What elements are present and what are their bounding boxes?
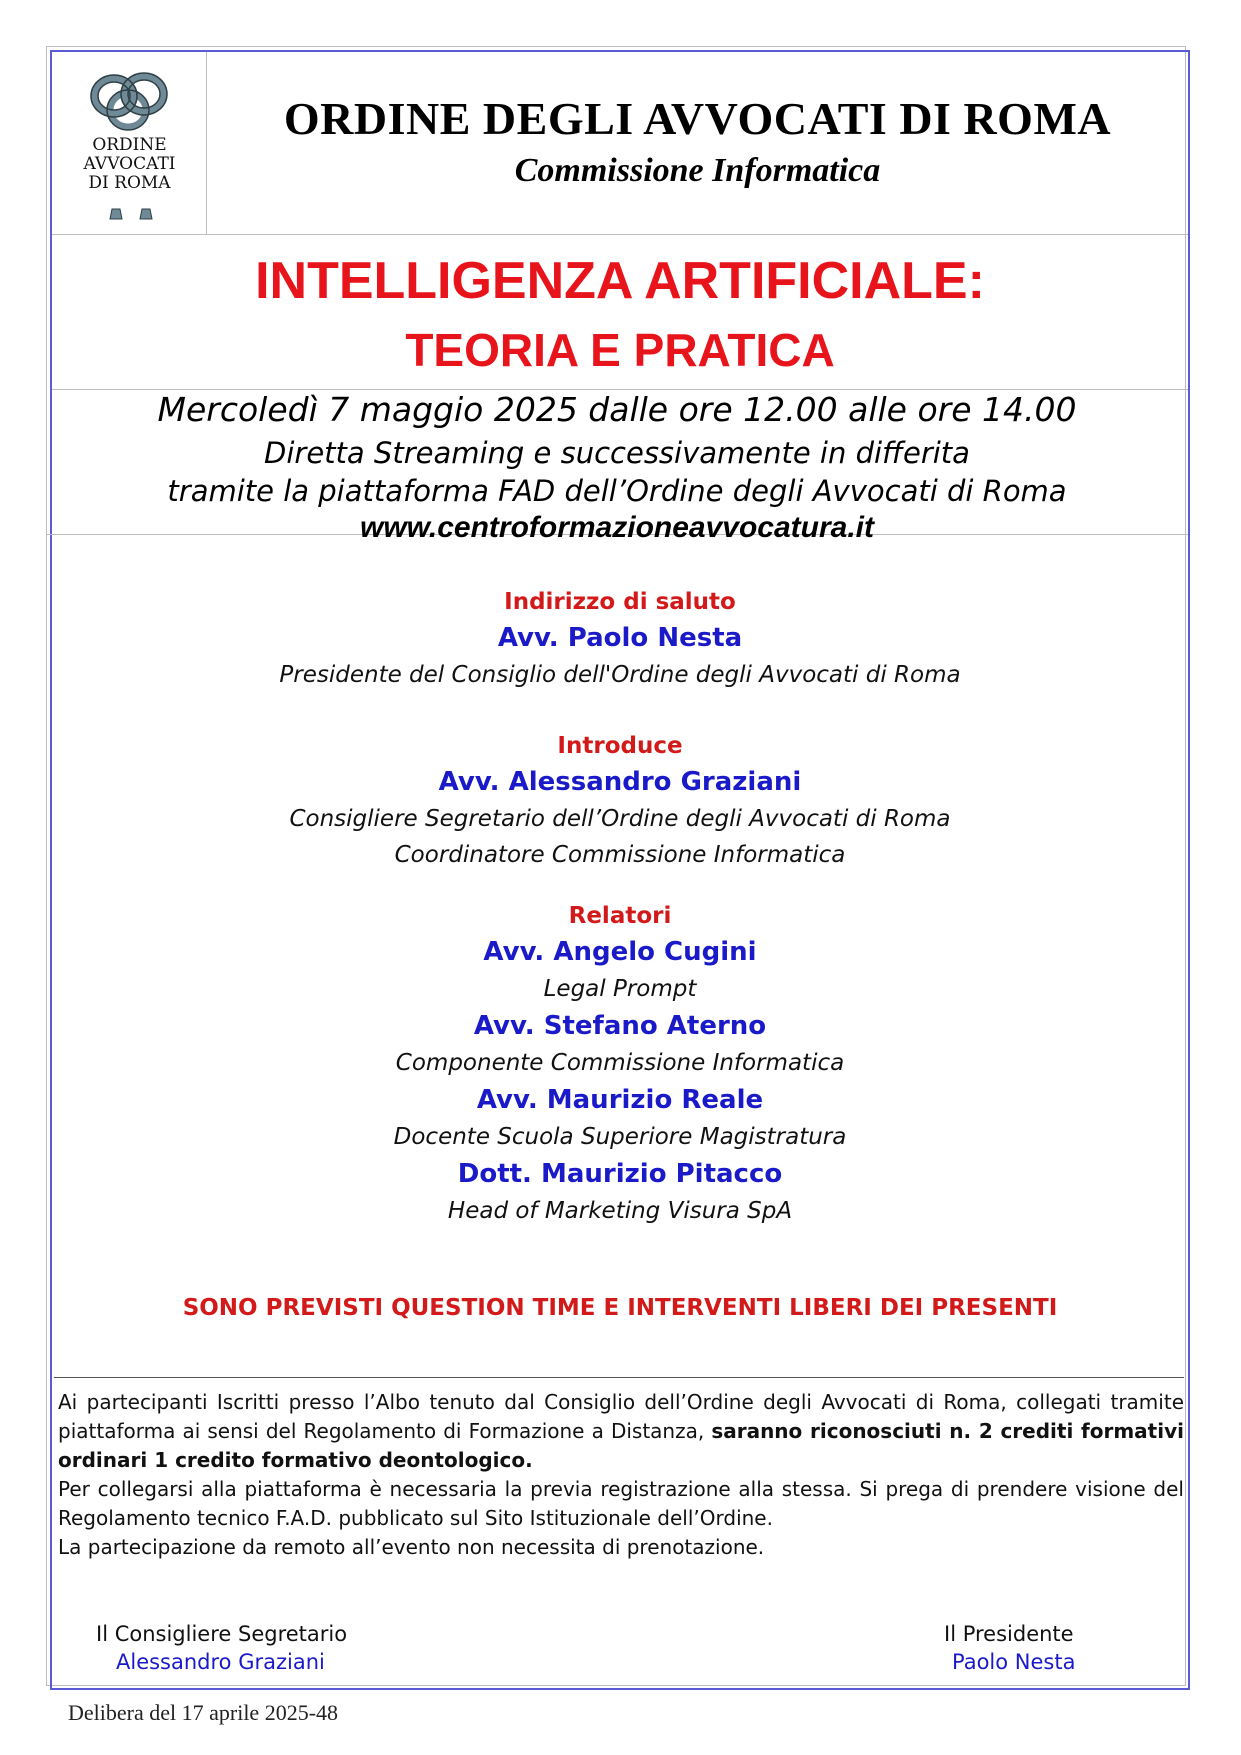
logo (52, 52, 207, 235)
spacer (50, 693, 1190, 729)
speaker-name: Avv. Stefano Aterno (473, 1011, 767, 1041)
speaker-name: Dott. Maurizio Pitacco (457, 1159, 783, 1189)
speaker-role: Legal Prompt (543, 976, 697, 1002)
signature-right (944, 1622, 1075, 1674)
event-info (46, 390, 1188, 544)
signature-right-name: Paolo Nesta (952, 1650, 1076, 1674)
event-title: INTELLIGENZA ARTIFICIALE: (255, 252, 985, 310)
greeting-role: Presidente del Consiglio dell'Ordine degli Avvocati di Roma (279, 662, 961, 688)
credits-paragraph-1 (58, 1388, 1184, 1475)
speaker-name: Avv. Angelo Cugini (483, 937, 757, 967)
event-stream: Diretta Streaming e successivamente in differita (264, 436, 970, 470)
logo-line-1: ORDINE (92, 135, 167, 155)
credits-text (58, 1388, 1184, 1562)
signature-right-role: Il Presidente (944, 1622, 1074, 1646)
knot-emblem-icon (88, 70, 172, 134)
credits-paragraph-2: Per collegarsi alla piattaforma è necessaria la previa registrazione alla stessa. Si prega di prendere visione del Regolamento tecnico F.A.D. pubblicato sul Sito Istituzionale dell’Ordine. (58, 1477, 1184, 1530)
intro-label: Introduce (557, 733, 683, 759)
org-title: ORDINE DEGLI AVVOCATI DI ROMA (283, 93, 1112, 144)
intro-name: Avv. Alessandro Graziani (438, 767, 802, 797)
event-subtitle: TEORIA E PRATICA (405, 324, 835, 376)
greeting-name: Avv. Paolo Nesta (497, 623, 743, 653)
event-title-block (52, 235, 1188, 390)
speaker-role: Head of Marketing Visura SpA (447, 1198, 793, 1224)
event-date: Mercoledì 7 maggio 2025 dalle ore 12.00 alle ore 14.00 (157, 390, 1077, 429)
intro-role-2: Coordinatore Commissione Informatica (394, 842, 846, 868)
speakers-label: Relatori (568, 903, 672, 929)
delibera-note: Delibera del 17 aprile 2025-48 (68, 1700, 339, 1725)
logo-text (52, 136, 207, 193)
event-platform: tramite la piattaforma FAD dell’Ordine degli Avvocati di Roma (167, 474, 1067, 508)
speaker-role: Componente Commissione Informatica (395, 1050, 845, 1076)
intro-role-1: Consigliere Segretario dell’Ordine degli Avvocati di Roma (289, 806, 951, 832)
signature-left-role: Il Consigliere Segretario (96, 1622, 348, 1646)
logo-line-3: DI ROMA (88, 173, 171, 193)
credits-paragraph-3: La partecipazione da remoto all’evento non necessita di prenotazione. (58, 1535, 765, 1559)
signature-left (96, 1622, 347, 1674)
program (50, 585, 1190, 1229)
signature-left-name: Alessandro Graziani (116, 1650, 325, 1674)
event-url-link[interactable]: www.centroformazioneavvocatura.it (359, 511, 874, 544)
credits-p1-bold: saranno riconosciuti n. 2 crediti formativi ordinari 1 credito formativo deontologico. (58, 1419, 1184, 1472)
credits-p1-text: Ai partecipanti Iscritti presso l’Albo tenuto dal Consiglio dell’Ordine degli Avvocati di Roma, collegati tramite piattaforma ai sensi del Regolamento di Formazione a Distanza, (58, 1390, 1184, 1443)
org-subtitle: Commissione Informatica (514, 152, 881, 189)
divider (54, 1377, 1184, 1378)
speaker-role: Docente Scuola Superiore Magistratura (393, 1124, 847, 1150)
header (52, 52, 1188, 235)
greeting-label: Indirizzo di saluto (504, 589, 736, 615)
logo-base-icon (106, 206, 156, 220)
speaker-name: Avv. Maurizio Reale (476, 1085, 764, 1115)
logo-line-2: AVVOCATI (83, 154, 176, 174)
question-time-note: SONO PREVISTI QUESTION TIME E INTERVENTI LIBERI DEI PRESENTI (182, 1295, 1058, 1321)
spacer (50, 873, 1190, 899)
